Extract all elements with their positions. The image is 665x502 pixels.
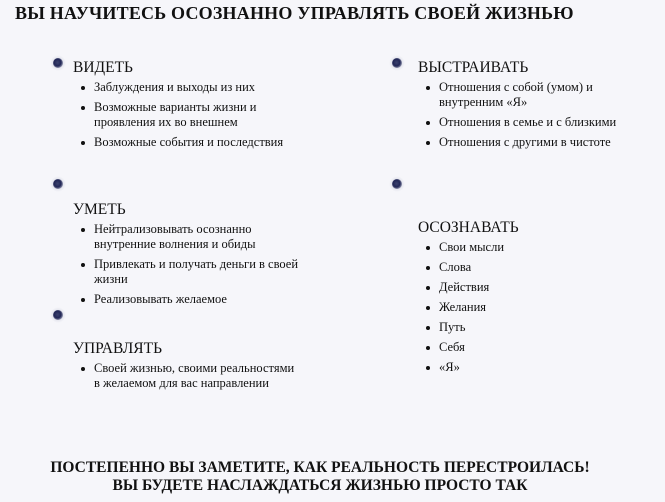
list-item: Возможные события и последствия xyxy=(73,135,303,150)
bullet-dot-icon xyxy=(53,310,63,320)
list-item: Свои мысли xyxy=(418,240,618,255)
section-list-videt xyxy=(73,80,303,155)
section-heading-videt: ВИДЕТЬ xyxy=(73,59,133,76)
list-item: Своей жизнью, своими реальностями в желаемом для вас направлении xyxy=(73,361,295,391)
list-item: Возможные варианты жизни и проявления их во внешнем xyxy=(73,100,303,130)
bullet-dot-icon xyxy=(392,179,402,189)
footer-line-1: ПОСТЕПЕННО ВЫ ЗАМЕТИТЕ, КАК РЕАЛЬНОСТЬ ПЕРЕСТРОИЛАСЬ! xyxy=(50,459,590,476)
page-title: ВЫ НАУЧИТЕСЬ ОСОЗНАННО УПРАВЛЯТЬ СВОЕЙ ЖИЗНЬЮ xyxy=(15,3,574,23)
section-heading-umet: УМЕТЬ xyxy=(73,201,126,218)
list-item: Желания xyxy=(418,300,618,315)
section-heading-upravlyat: УПРАВЛЯТЬ xyxy=(73,340,162,357)
list-item: Реализовывать желаемое xyxy=(73,292,303,307)
section-heading-osoznavat: ОСОЗНАВАТЬ xyxy=(418,219,519,236)
list-item: Привлекать и получать деньги в своей жизни xyxy=(73,257,303,287)
list-item: Отношения с собой (умом) и внутренним «Я» xyxy=(418,80,648,110)
list-item: «Я» xyxy=(418,360,618,375)
section-list-umet xyxy=(73,222,303,312)
footer-line-2: ВЫ БУДЕТЕ НАСЛАЖДАТЬСЯ ЖИЗНЬЮ ПРОСТО ТАК xyxy=(112,477,528,494)
list-item: Слова xyxy=(418,260,618,275)
list-item: Заблуждения и выходы из них xyxy=(73,80,303,95)
list-item: Нейтрализовывать осознанно внутренние волнения и обиды xyxy=(73,222,303,252)
list-item: Действия xyxy=(418,280,618,295)
bullet-dot-icon xyxy=(53,179,63,189)
list-item: Путь xyxy=(418,320,618,335)
section-list-osoznavat xyxy=(418,240,618,380)
footer-message xyxy=(0,459,640,495)
bullet-dot-icon xyxy=(392,58,402,68)
list-item: Отношения в семье и с близкими xyxy=(418,115,648,130)
list-item: Отношения с другими в чистоте xyxy=(418,135,648,150)
section-list-vystraivat xyxy=(418,80,648,155)
list-item: Себя xyxy=(418,340,618,355)
section-list-upravlyat xyxy=(73,361,295,396)
section-heading-vystraivat: ВЫСТРАИВАТЬ xyxy=(418,59,529,76)
bullet-dot-icon xyxy=(53,58,63,68)
